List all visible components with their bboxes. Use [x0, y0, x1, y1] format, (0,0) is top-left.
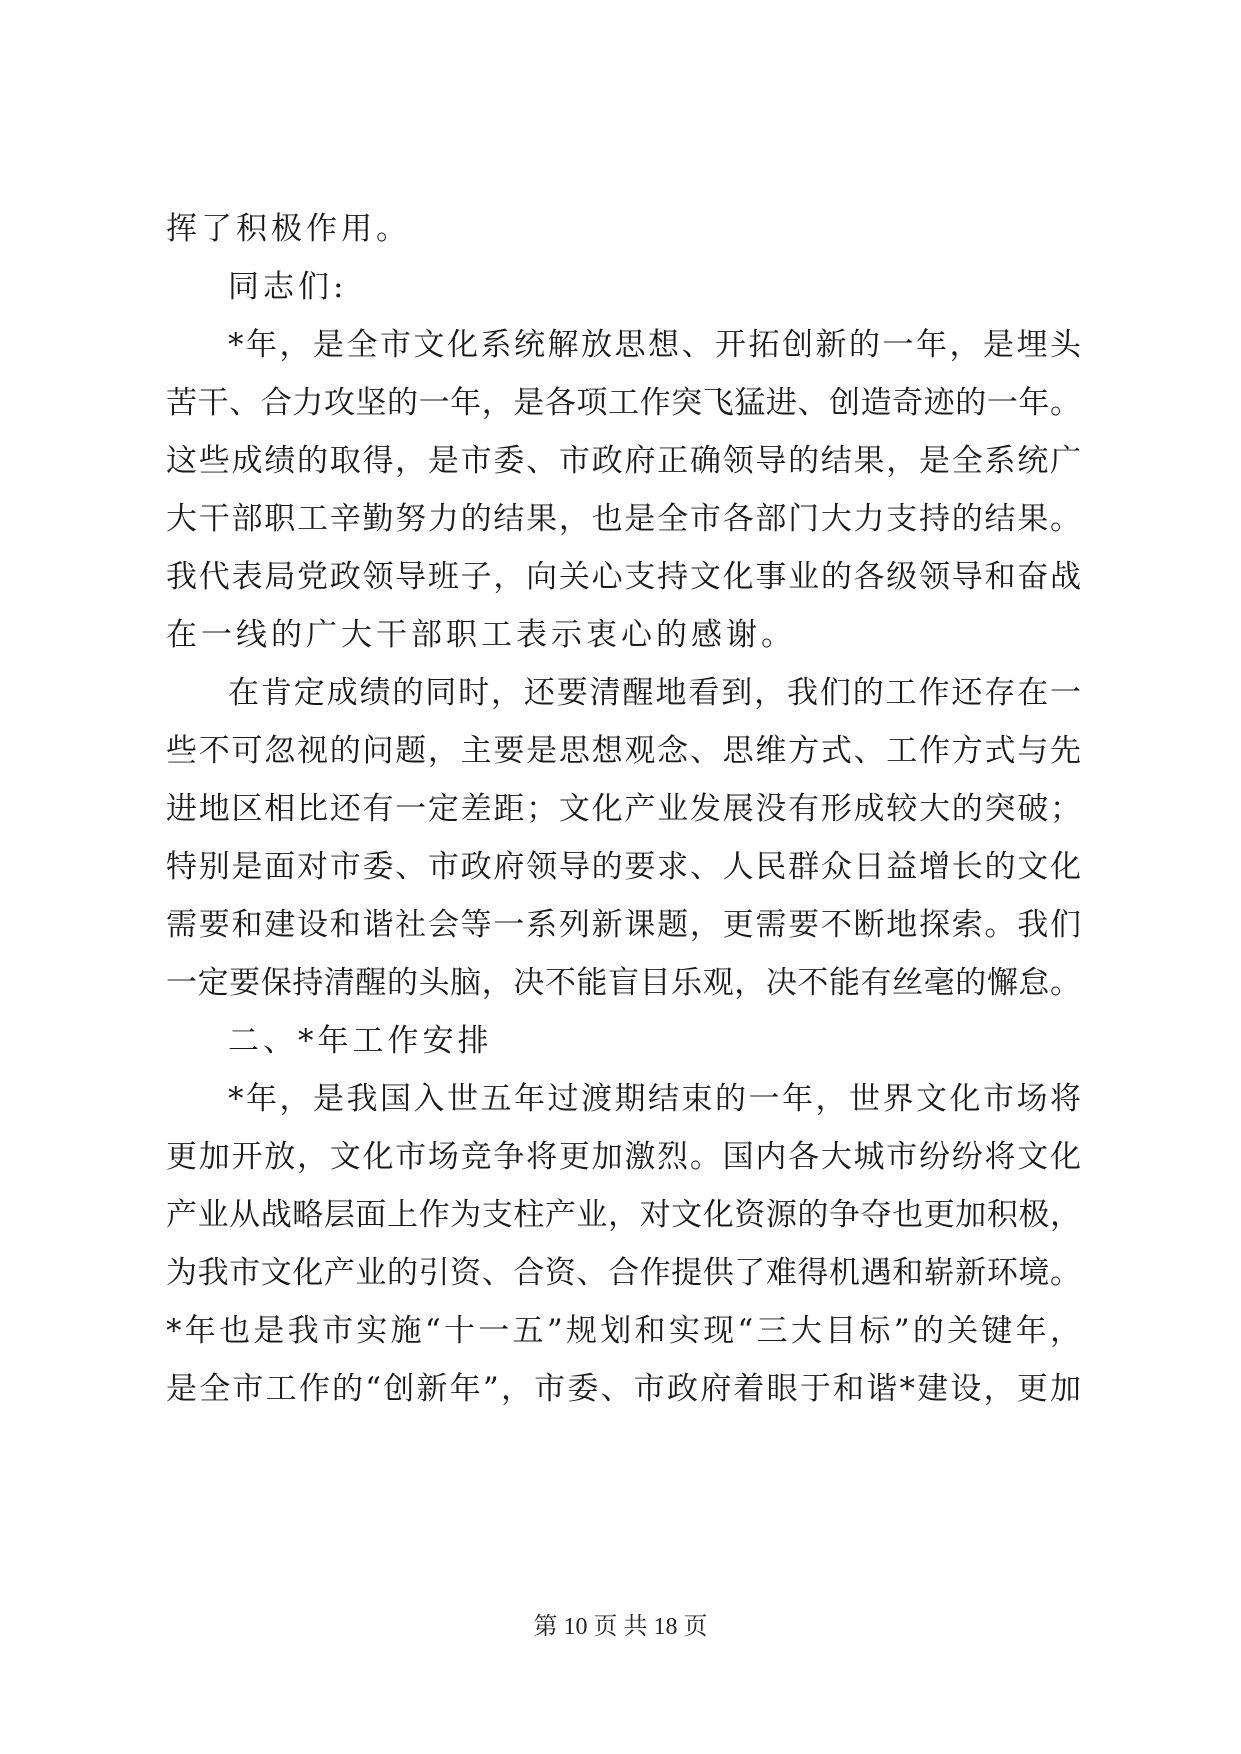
text-line: 是全市工作的“创新年”，市委、市政府着眼于和谐*建设，更加	[166, 1371, 1081, 1407]
text-line: *年，是全市文化系统解放思想、开拓创新的一年，是埋头	[228, 327, 1081, 363]
text-line: 同志们:	[228, 269, 348, 305]
text-line: 产业从战略层面上作为支柱产业，对文化资源的争夺也更加积极，	[166, 1197, 1081, 1233]
text-line: *年，是我国入世五年过渡期结束的一年，世界文化市场将	[228, 1081, 1081, 1117]
page-number-footer: 第 10 页 共 18 页	[533, 1614, 708, 1640]
text-line: 这些成绩的取得，是市委、市政府正确领导的结果，是全系统广	[166, 443, 1081, 479]
text-line: 我代表局党政领导班子，向关心支持文化事业的各级领导和奋战	[166, 559, 1081, 595]
text-line: 在肯定成绩的同时，还要清醒地看到，我们的工作还存在一	[228, 675, 1081, 711]
text-line: 大干部职工辛勤努力的结果，也是全市各部门大力支持的结果。	[166, 501, 1081, 537]
text-line: 需要和建设和谐社会等一系列新课题，更需要不断地探索。我们	[166, 907, 1081, 943]
text-line: 一定要保持清醒的头脑，决不能盲目乐观，决不能有丝毫的懈怠。	[166, 965, 1081, 1001]
text-line: 更加开放，文化市场竞争将更加激烈。国内各大城市纷纷将文化	[166, 1139, 1081, 1175]
text-line: 为我市文化产业的引资、合资、合作提供了难得机遇和崭新环境。	[166, 1255, 1081, 1291]
text-line: 在一线的广大干部职工表示衷心的感谢。	[166, 617, 796, 653]
text-line: 些不可忽视的问题，主要是思想观念、思维方式、工作方式与先	[166, 733, 1081, 769]
text-line: 挥了积极作用。	[166, 211, 411, 247]
text-line: 进地区相比还有一定差距；文化产业发展没有形成较大的突破；	[166, 791, 1081, 827]
document-body	[166, 200, 1081, 1418]
section-heading: 二、*年工作安排	[228, 1023, 493, 1059]
text-line: 特别是面对市委、市政府领导的要求、人民群众日益增长的文化	[166, 849, 1081, 885]
text-line: *年也是我市实施“十一五”规划和实现“三大目标”的关键年，	[166, 1313, 1081, 1349]
text-line: 苦干、合力攻坚的一年，是各项工作突飞猛进、创造奇迹的一年。	[166, 385, 1081, 421]
